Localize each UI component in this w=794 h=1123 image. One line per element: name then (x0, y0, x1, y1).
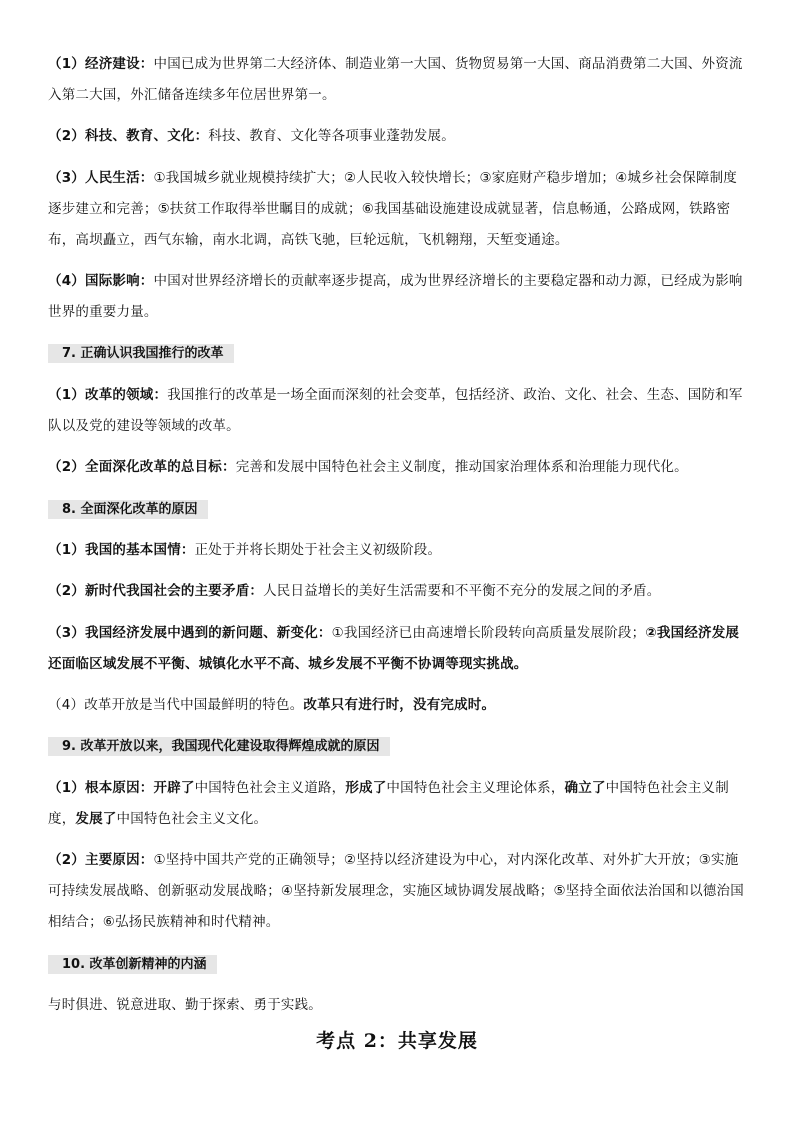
reform-fields-text: 我国推行的改革是一场全面而深刻的社会变革，包括经济、政治、文化、社会、生态、国防和军队以及党的建设等领域的改革。 (48, 387, 743, 434)
livelihood-text: ①我国城乡就业规模持续扩大；②人民收入较快增长；③家庭财产稳步增加；④城乡社会保障制度逐步建立和完善；⑤扶贫工作取得举世瞩目的成就；⑥我国基础设施建设成就显著，信息畅通，公路成网，铁路密布，高坝矗立，西气东输，南水北调，高铁飞驰，巨轮远航，飞机翱翔，天堑变通途。 (48, 170, 738, 248)
root-cause-label: （1）根本原因： (48, 780, 154, 796)
root-cause-t4: 中国特色社会主义文化。 (116, 811, 268, 827)
section-9-paragraph-1 (48, 773, 748, 835)
root-cause-b3: 确立了 (564, 780, 606, 796)
influence-label: （4）国际影响： (48, 273, 154, 289)
reform-goal-label: （2）全面深化改革的总目标： (48, 459, 236, 475)
section-9-heading: 9. 改革开放以来，我国现代化建设取得辉煌成就的原因 (48, 737, 390, 756)
reform-feature-text: （4）改革开放是当代中国最鲜明的特色。 (48, 697, 304, 713)
basic-conditions-label: （1）我国的基本国情： (48, 542, 195, 558)
achievement-economy (48, 49, 748, 111)
economy-label: （1）经济建设： (48, 56, 154, 72)
section-8-paragraph-1 (48, 535, 748, 566)
new-problems-bold-text: ②我国经济发展还面临区域发展不平衡、城镇化水平不高、城乡发展不平衡不协调等现实挑战。 (48, 625, 740, 672)
reform-feature-bold-text: 改革只有进行时，没有完成时。 (303, 697, 496, 713)
science-text: 科技、教育、文化等各项事业蓬勃发展。 (208, 128, 455, 144)
root-cause-b1: 开辟了 (153, 780, 195, 796)
section-7-paragraph-1 (48, 380, 748, 442)
livelihood-label: （3）人民生活： (48, 170, 154, 186)
section-8-paragraph-3 (48, 618, 748, 680)
science-label: （2）科技、教育、文化： (48, 128, 209, 144)
reform-goal-text: 完善和发展中国特色社会主义制度，推动国家治理体系和治理能力现代化。 (235, 459, 688, 475)
exam-point-title: 考点 2：共享发展 (316, 1030, 478, 1052)
basic-conditions-text: 正处于并将长期处于社会主义初级阶段。 (194, 542, 442, 558)
root-cause-t1: 中国特色社会主义道路， (194, 780, 346, 796)
new-problems-text: ①我国经济已由高速增长阶段转向高质量发展阶段； (331, 625, 646, 641)
section-10-text: 与时俱进、锐意进取、勤于探索、勇于实践。 (48, 997, 322, 1013)
root-cause-t2: 中国特色社会主义理论体系， (386, 780, 565, 796)
root-cause-b4: 发展了 (75, 811, 117, 827)
section-7-heading: 7. 正确认识我国推行的改革 (48, 344, 234, 363)
section-9-paragraph-2 (48, 845, 748, 938)
section-8-paragraph-2 (48, 576, 748, 607)
influence-text: 中国对世界经济增长的贡献率逐步提高，成为世界经济增长的主要稳定器和动力源，已经成为影响世界的重要力量。 (48, 273, 743, 320)
reform-fields-label: （1）改革的领域： (48, 387, 168, 403)
root-cause-t3: 中国特色社会主义制度， (48, 780, 729, 827)
main-contradiction-label: （2）新时代我国社会的主要矛盾： (48, 583, 264, 599)
achievement-influence (48, 266, 748, 328)
new-problems-label: （3）我国经济发展中遇到的新问题、新变化： (48, 625, 332, 641)
achievement-livelihood (48, 163, 748, 256)
section-10-heading: 10. 改革创新精神的内涵 (48, 955, 217, 974)
main-causes-text: ①坚持中国共产党的正确领导；②坚持以经济建设为中心，对内深化改革、对外扩大开放；③实施可持续发展战略、创新驱动发展战略；④坚持新发展理念，实施区域协调发展战略；⑤坚持全面依法治国和以德治国相结合；⑥弘扬民族精神和时代精神。 (48, 852, 744, 930)
achievement-science (48, 121, 748, 152)
section-8-heading: 8. 全面深化改革的原因 (48, 500, 208, 519)
section-7-paragraph-2 (48, 452, 748, 483)
main-causes-label: （2）主要原因： (48, 852, 154, 868)
economy-text: 中国已成为世界第二大经济体、制造业第一大国、货物贸易第一大国、商品消费第二大国、外资流入第二大国，外汇储备连续多年位居世界第一。 (48, 56, 743, 103)
main-contradiction-text: 人民日益增长的美好生活需要和不平衡不充分的发展之间的矛盾。 (263, 583, 661, 599)
section-8-paragraph-4 (48, 690, 748, 721)
root-cause-b2: 形成了 (345, 780, 387, 796)
